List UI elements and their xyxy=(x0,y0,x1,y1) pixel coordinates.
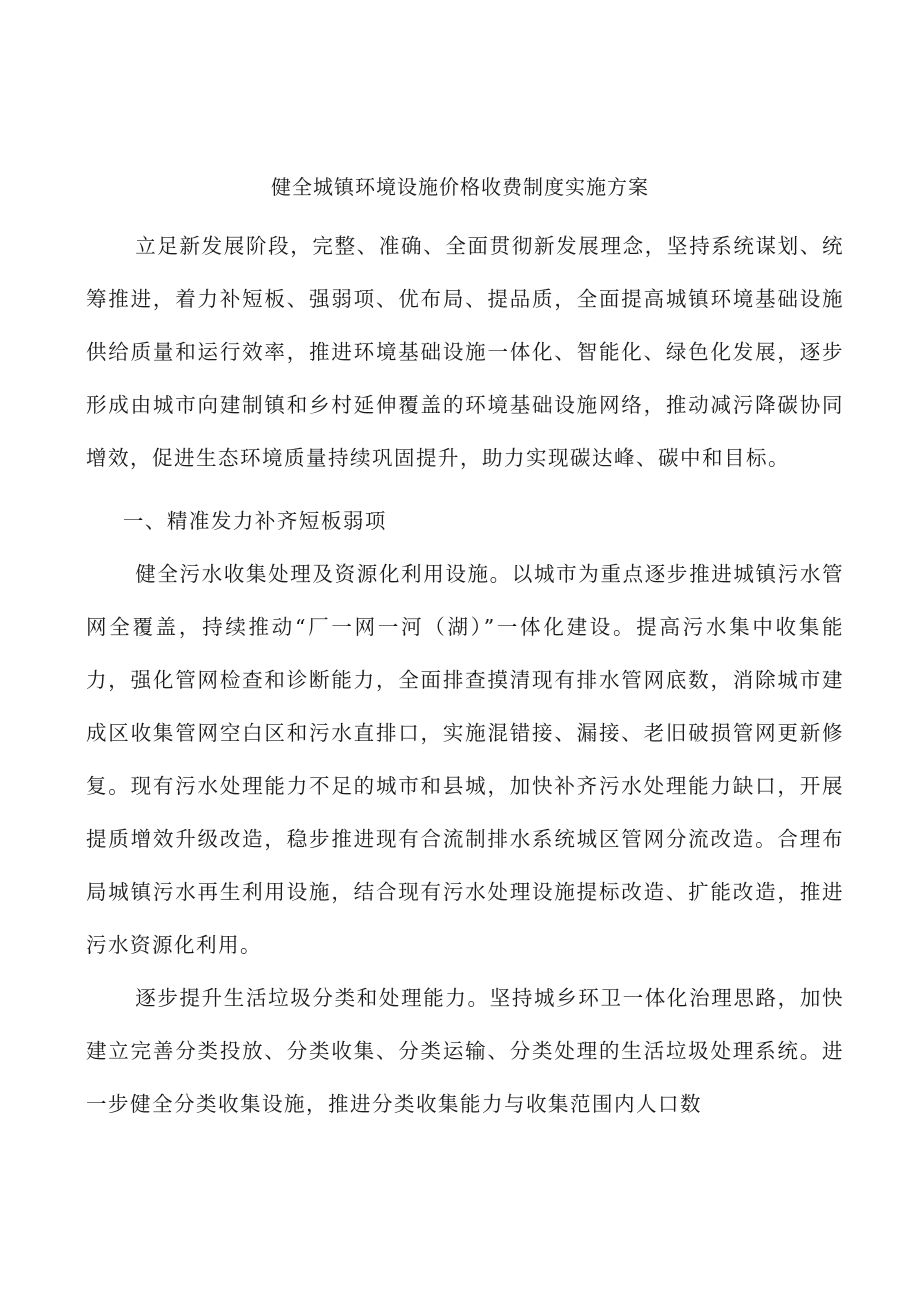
document-body xyxy=(86,220,844,1131)
garbage-classification-paragraph: 逐步提升生活垃圾分类和处理能力。坚持城乡环卫一体化治理思路，加快建立完善分类投放、分类收集、分类运输、分类处理的生活垃圾处理系统。进一步健全分类收集设施，推进分类收集能力与收集范围内人口数 xyxy=(86,986,844,1116)
sewage-facilities-paragraph: 健全污水收集处理及资源化利用设施。以城市为重点逐步推进城镇污水管网全覆盖，持续推动“厂一网一河（湖）”一体化建设。提高污水集中收集能力，强化管网检查和诊断能力，全面排查摸清现有排水管网底数，消除城市建成区收集管网空白区和污水直排口，实施混错接、漏接、老旧破损管网更新修复。现有污水处理能力不足的城市和县城，加快补齐污水处理能力缺口，开展提质增效升级改造，稳步推进现有合流制排水系统城区管网分流改造。合理布局城镇污水再生利用设施，结合现有污水处理设施提标改造、扩能改造，推进污水资源化利用。 xyxy=(86,562,844,957)
intro-paragraph: 立足新发展阶段，完整、准确、全面贯彻新发展理念，坚持系统谋划、统筹推进，着力补短板、强弱项、优布局、提品质，全面提高城镇环境基础设施供给质量和运行效率，推进环境基础设施一体化、智能化、绿色化发展，逐步形成由城市向建制镇和乡村延伸覆盖的环境基础设施网络，推动减污降碳协同增效，促进生态环境质量持续巩固提升，助力实现碳达峰、碳中和目标。 xyxy=(86,234,844,470)
section-heading: 一、精准发力补齐短板弱项 xyxy=(122,509,387,533)
document-title: 健全城镇环境设施价格收费制度实施方案 xyxy=(271,175,649,199)
